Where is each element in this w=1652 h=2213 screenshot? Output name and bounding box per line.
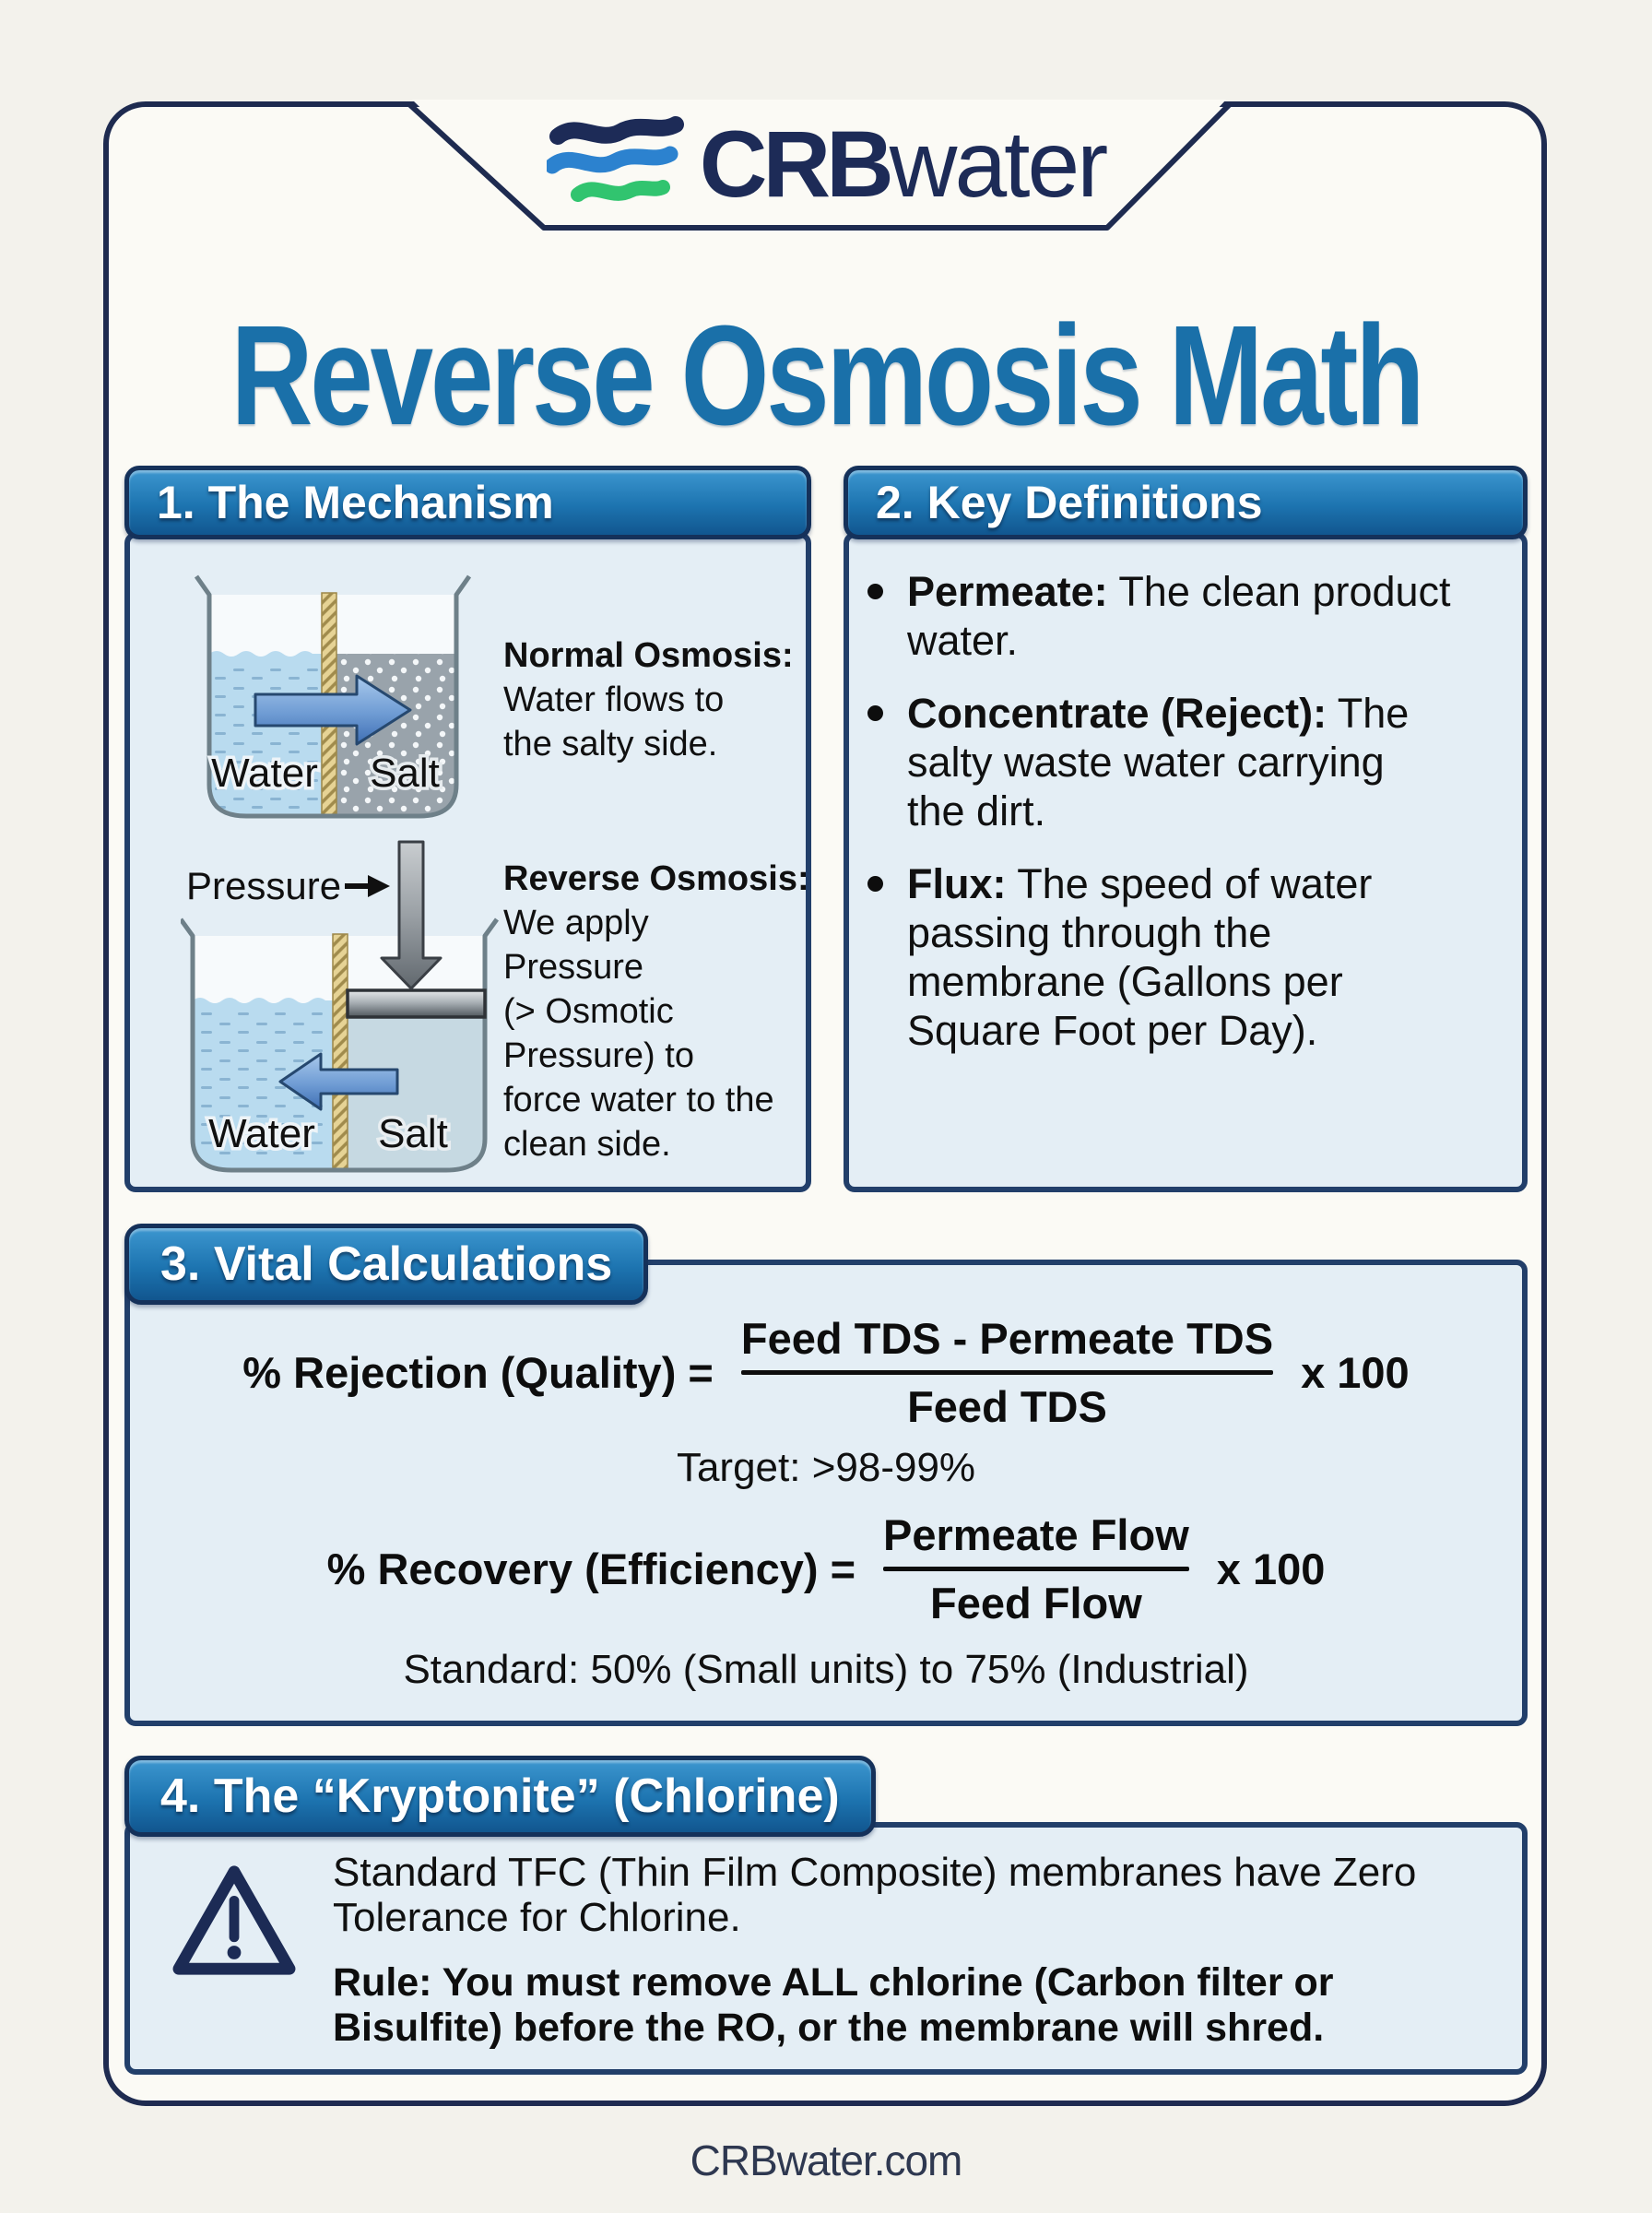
definition-line: salty waste water carrying: [907, 739, 1385, 786]
definition-line: membrane (Gallons per: [907, 958, 1343, 1005]
normal-osmosis-line: Water flows to: [503, 680, 725, 719]
section-calculations-header: 3. Vital Calculations: [124, 1224, 648, 1305]
definition-rest: The speed of water: [1006, 860, 1373, 907]
waves-icon: [547, 112, 685, 216]
list-item: [867, 689, 1504, 835]
definition-term: Flux:: [907, 860, 1007, 907]
definition-term: Permeate:: [907, 568, 1108, 615]
list-item: [867, 859, 1504, 1055]
bullet-icon: [867, 876, 883, 892]
section-definitions: [844, 466, 1528, 1192]
definition-concentrate: [907, 689, 1504, 835]
fraction-bar: [883, 1567, 1189, 1571]
normal-osmosis-text: [503, 633, 817, 766]
brand-wordmark: [700, 111, 1105, 219]
beaker1-salt-label: Salt: [370, 751, 440, 796]
reverse-osmosis-line: force water to the: [503, 1081, 774, 1119]
definitions-list: [849, 538, 1522, 1055]
rejection-multiplier: x 100: [1301, 1348, 1410, 1397]
bullet-icon: [867, 584, 883, 599]
beaker1-water-label: Water: [211, 751, 318, 796]
rejection-denominator: Feed TDS: [907, 1382, 1107, 1431]
beaker2-water-label: Water: [208, 1111, 315, 1156]
definition-rest: The clean product: [1107, 568, 1451, 615]
section-mechanism-body: [124, 532, 811, 1192]
piston: [348, 990, 485, 1017]
reverse-osmosis-line: (> Osmotic: [503, 992, 674, 1031]
definition-line: water.: [907, 617, 1019, 664]
rejection-formula: [242, 1313, 1409, 1432]
reverse-osmosis-line: Pressure: [503, 948, 644, 987]
section-kryptonite-header: 4. The “Kryptonite” (Chlorine): [124, 1756, 876, 1837]
definition-line: Square Foot per Day).: [907, 1007, 1318, 1054]
definition-permeate: [907, 567, 1504, 665]
rejection-numerator: Feed TDS - Permeate TDS: [740, 1314, 1274, 1363]
recovery-standard-note: Standard: 50% (Small units) to 75% (Industrial): [403, 1647, 1249, 1692]
section-definitions-body: [844, 532, 1528, 1192]
rule-line: Bisulfite) before the RO, or the membrane will shred.: [333, 2006, 1325, 2050]
page-title: Reverse Osmosis Math: [230, 296, 1422, 455]
section-mechanism: [124, 466, 811, 1192]
brand-bold: CRB: [699, 111, 890, 217]
rejection-fraction: [734, 1313, 1280, 1432]
definition-rest: The: [1327, 690, 1410, 737]
section-mechanism-header: 1. The Mechanism: [124, 466, 811, 539]
pressure-label: Pressure: [186, 864, 342, 907]
rule-text: [333, 1960, 1416, 2051]
warning-line: Standard TFC (Thin Film Composite) membranes have Zero: [333, 1850, 1417, 1895]
brand-logo: [0, 109, 1652, 219]
definition-flux: [907, 859, 1504, 1055]
warning-triangle-icon: [171, 1863, 298, 1981]
section-calculations-body: [124, 1260, 1528, 1726]
recovery-formula: [327, 1509, 1326, 1628]
rejection-label: % Rejection (Quality) =: [242, 1348, 714, 1397]
fraction-bar: [741, 1370, 1273, 1375]
reverse-osmosis-line: Pressure) to: [503, 1036, 694, 1075]
reverse-osmosis-line: We apply: [503, 904, 649, 942]
beaker2-salt-label: Salt: [378, 1111, 448, 1156]
recovery-denominator: Feed Flow: [929, 1579, 1142, 1627]
section-definitions-header: 2. Key Definitions: [844, 466, 1528, 539]
reverse-osmosis-line: clean side.: [503, 1125, 671, 1164]
section-kryptonite-body: [124, 1822, 1528, 2075]
definition-line: the dirt.: [907, 787, 1046, 834]
reverse-osmosis-title: Reverse Osmosis:: [503, 859, 809, 898]
reverse-osmosis-text: [503, 857, 817, 1166]
brand-light: water: [889, 111, 1106, 217]
bullet-icon: [867, 705, 883, 721]
normal-osmosis-beaker-diagram: [195, 573, 471, 822]
reverse-osmosis-beaker-diagram: [181, 834, 499, 1194]
warning-line: Tolerance for Chlorine.: [333, 1895, 741, 1940]
definition-term: Concentrate (Reject):: [907, 690, 1328, 737]
footer-url: CRBwater.com: [690, 2136, 962, 2184]
list-item: [867, 567, 1504, 665]
rule-line: Rule: You must remove ALL chlorine (Carbon filter or: [333, 1960, 1334, 2005]
recovery-numerator: Permeate Flow: [883, 1510, 1189, 1559]
normal-osmosis-line: the salty side.: [503, 725, 718, 763]
pressure-down-arrow-icon: [382, 842, 441, 988]
warning-text: [333, 1850, 1416, 1940]
section-kryptonite: [124, 1756, 1528, 2075]
definition-line: passing through the: [907, 909, 1272, 956]
recovery-label: % Recovery (Efficiency) =: [326, 1544, 856, 1593]
recovery-multiplier: x 100: [1216, 1544, 1326, 1593]
normal-osmosis-title: Normal Osmosis:: [503, 636, 794, 675]
recovery-fraction: [876, 1509, 1197, 1628]
rejection-target-note: Target: >98-99%: [676, 1445, 976, 1490]
section-calculations: [124, 1224, 1528, 1726]
